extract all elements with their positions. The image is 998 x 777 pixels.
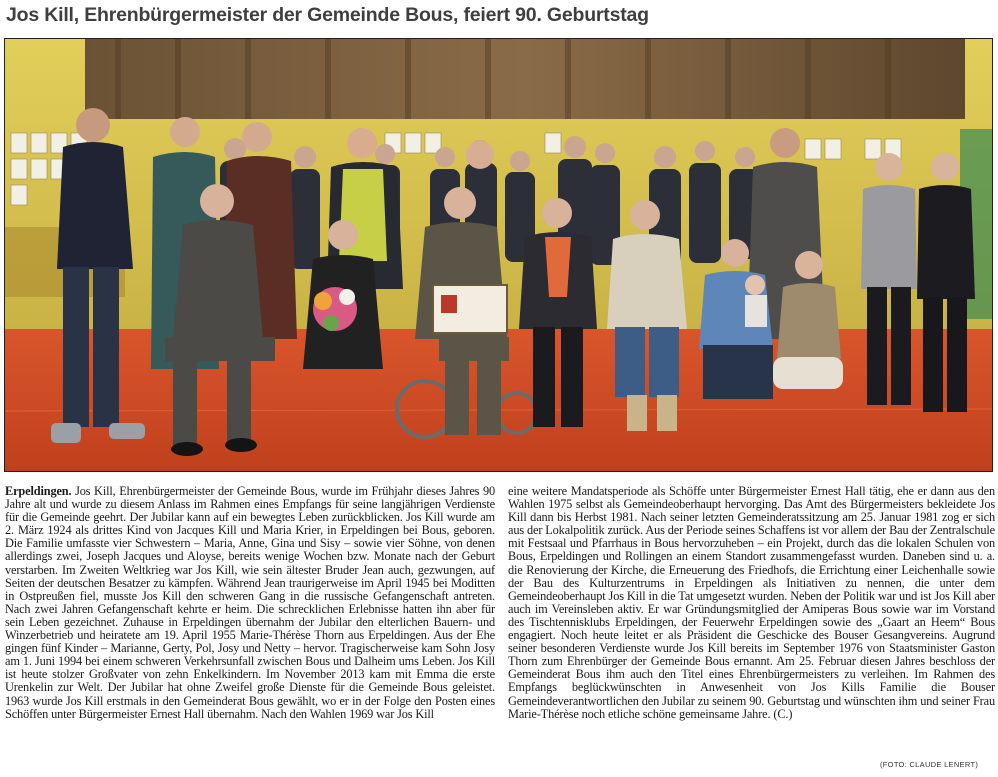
- group-photo-illustration: [5, 39, 993, 472]
- photo-credit: (FOTO: CLAUDE LENERT): [880, 760, 979, 769]
- article-dateline: Erpeldingen.: [5, 484, 72, 498]
- group-photo: [4, 38, 993, 472]
- article-column-left: [5, 485, 495, 721]
- article-body-left: Jos Kill, Ehrenbürgermeister der Gemeinde Bous, wurde im Frühjahr dieses Jahres 90 Jahre alt und wurde zu diesem Anlass im Rahmen eines Empfangs für seine langjährigen Verdienste für die Gemeinde geehrt. Der Jubilar kann auf ein bewegtes Leben zurückblicken. Jos Kill wurde am 2. März 1924 als drittes Kind von Jacques Kill und Maria Krier, in Erpeldingen bei Bous, geboren. Die Familie umfasste vier Schwestern – Maria, Anne, Gina und Sisy – sowie vier Söhne, von denen allerdings zwei, Joseph Jacques und Aloyse, bereits wenige Wochen bzw. Monate nach der Geburt verstarben. Im Zweiten Weltkrieg war Jos Kill, wie sein ältester Bruder Jean auch, gezwungen, auf Seiten der deutschen Besatzer zu kämpfen. Während Jean traurigerweise im April 1945 bei Moditten in Ostpreußen fiel, musste Jos Kill den schweren Gang in die russische Gefangenschaft antreten. Nach zwei Jahren Gefangenschaft kehrte er heim. Die schrecklichen Erlebnisse hatten ihn aber für sein Leben gezeichnet. Zuhause in Erpeldingen übernahm der Jubilar den elterlichen Bauern- und Winzerbetrieb und heiratete am 19. April 1955 Marie-Thérèse Thorn aus Erpeldingen. Aus der Ehe gingen fünf Kinder – Marianne, Gerty, Pol, Josy und Netty – hervor. Tragischerweise kam Sohn Josy am 1. Juni 1994 bei einem schweren Verkehrsunfall zwischen Bous und Dalheim ums Leben. Jos Kill ist heute stolzer Großvater von zehn Enkelkindern. Im November 2013 kam mit Emma die erste Urenkelin zur Welt. Der Jubilar hat ohne Zweifel große Dienste für die Gemeinde Bous geleistet. 1963 wurde Jos Kill erstmals in den Gemeinderat Bous gewählt, wo er in der Folge den Posten eines Schöffen unter Bürgermeister Ernest Hall übernahm. Nach den Wahlen 1969 war Jos Kill: [5, 484, 495, 721]
- article-body-right: eine weitere Mandatsperiode als Schöffe unter Bürgermeister Ernest Hall tätig, ehe er dann aus den Wahlen 1975 selbst als Gemeindeoberhaupt hervorging. Das Amt des Bürgermeisters bekleidete Jos Kill dann bis Herbst 1981. Nach seiner letzten Gemeinderatssitzung am 25. Januar 1981 zog er sich aus der Lokalpolitik zurück. Aus der Periode seines Schaffens ist vor allem der Bau der Zentralschule mit Festsaal und Pfarrhaus in Bous hervorzuheben – ein Projekt, durch das die lokalen Schulen von Bous, Erpeldingen und Rollingen an einem Standort zusammengefasst wurden. Daneben sind u. a. die Renovierung der Kirche, die Erneuerung des Friedhofs, die Errichtung einer Leichenhalle sowie der Bau des Kulturzentrums in Erpeldingen als Initiativen zu nennen, die unter dem Gemeindeoberhaupt Jos Kill in die Tat umgesetzt wurden. Neben der Politik war und ist Jos Kill aber auch im Vereinsleben aktiv. Er war Gründungsmitglied der Amiperas Bous sowie war im Vorstand des Tischtennisklubs Erpeldingen, der Feuerwehr Erpeldingen sowie des „Gaart an Heem“ Bous engagiert. Noch heute leitet er als Präsident die Geschicke des Bouser Gesangvereins. Augrund seiner besonderen Verdienste wurde Jos Kill bereits im September 1976 von Staatsminister Gaston Thorn zum Ehrenbürger der Gemeinde Bous ernannt. Am 25. Februar diesen Jahres beschloss der Gemeinderat Bous ihm auch den Titel eines Ehrenbürgermeisters zu verleihen. Im Rahmen des Empfangs beglückwünschten in Anwesenheit von Jos Kills Familie die Bouser Gemeindeverantwortlichen den Jubilar zu seinem 90. Geburtstag und wünschten ihm und seiner Frau Marie-Thérèse noch etliche schöne gemeinsame Jahre. (C.): [508, 484, 995, 721]
- article-column-right: [508, 485, 995, 721]
- article-headline: Jos Kill, Ehrenbürgermeister der Gemeinde Bous, feiert 90. Geburtstag: [6, 4, 649, 26]
